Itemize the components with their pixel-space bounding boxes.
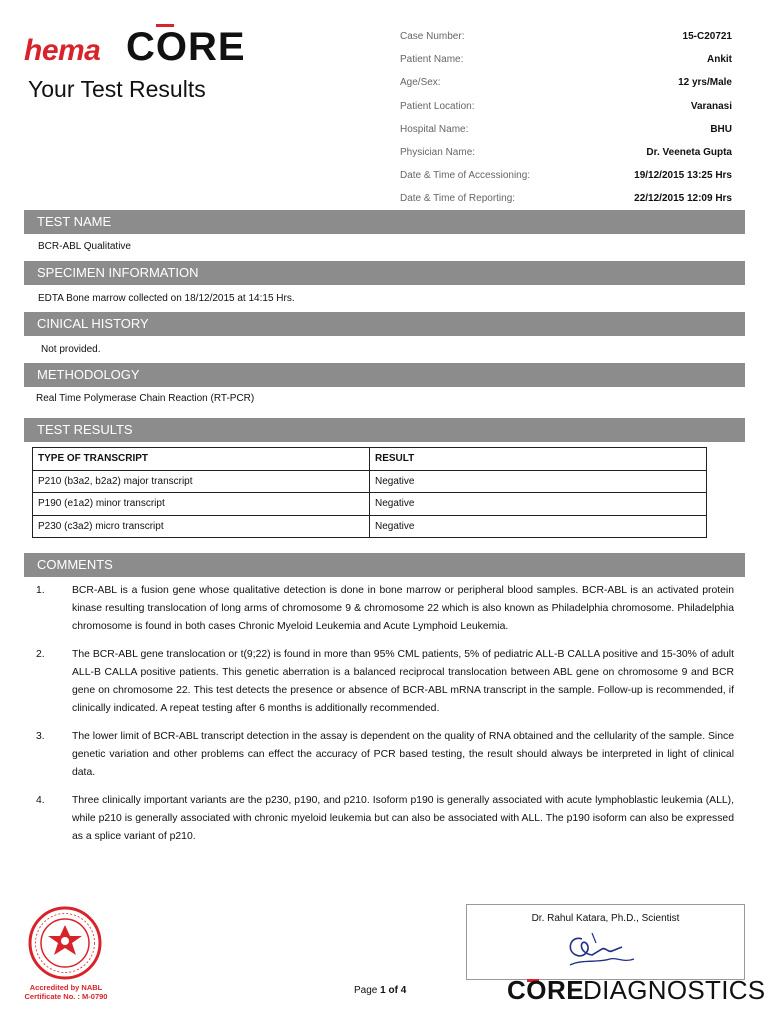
table-row bbox=[33, 493, 707, 516]
comment-text: BCR-ABL is a fusion gene whose qualitative detection is done in bone marrow or peripheral blood samples. BCR-ABL is an activated protein kinase resulting translocation of long arms of chromosome 9 & chromosome 22 which is also known as Philadelphia chromosome. Philadelphia chromosome is found in both cases Chronic Myeloid Leukemia and Acute Lymphoid Leukemia. bbox=[72, 585, 734, 632]
accreditation-line: Accredited by NABL bbox=[29, 983, 103, 992]
section-header-comments: COMMENTS bbox=[24, 553, 745, 577]
info-value: Varanasi bbox=[690, 100, 732, 112]
info-label: Date & Time of Accessioning: bbox=[400, 170, 531, 182]
table-cell-transcript: P190 (e1a2) minor transcript bbox=[33, 493, 370, 516]
table-header-row bbox=[33, 448, 707, 471]
brand-diagnostics-text: DIAGNOSTICS bbox=[583, 975, 766, 1005]
test-name-text: BCR-ABL Qualitative bbox=[38, 241, 131, 252]
certificate-line: Certificate No. : M-0790 bbox=[24, 992, 108, 1001]
info-row-reporting-time bbox=[400, 187, 732, 210]
table-cell-transcript: P230 (c3a2) micro transcript bbox=[33, 515, 370, 538]
section-header-methodology: METHODOLOGY bbox=[24, 363, 745, 387]
info-row-patient-name bbox=[400, 48, 732, 71]
specimen-text: EDTA Bone marrow collected on 18/12/2015 at 14:15 Hrs. bbox=[38, 293, 295, 304]
info-label: Patient Name: bbox=[400, 54, 464, 66]
section-header-clinical-history: CINICAL HISTORY bbox=[24, 312, 745, 336]
methodology-text: Real Time Polymerase Chain Reaction (RT-PCR) bbox=[36, 393, 255, 404]
info-value: Dr. Veeneta Gupta bbox=[646, 147, 732, 159]
hemacore-logo bbox=[24, 24, 264, 74]
info-label: Patient Location: bbox=[400, 100, 475, 112]
table-header-transcript: TYPE OF TRANSCRIPT bbox=[33, 448, 370, 471]
page-label: Page bbox=[354, 985, 378, 996]
table-row bbox=[33, 470, 707, 493]
signature-icon bbox=[562, 929, 642, 973]
signature-box bbox=[466, 904, 745, 980]
table-header-result: RESULT bbox=[370, 448, 707, 471]
patient-info bbox=[400, 25, 732, 211]
info-label: Date & Time of Reporting: bbox=[400, 193, 516, 205]
table-cell-result: Negative bbox=[370, 493, 707, 516]
section-header-test-results: TEST RESULTS bbox=[24, 418, 745, 442]
table-cell-result: Negative bbox=[370, 515, 707, 538]
results-table bbox=[32, 447, 707, 538]
list-item bbox=[36, 646, 734, 718]
comment-text: The lower limit of BCR-ABL transcript detection in the assay is dependent on the quality of RNA obtained and the cellularity of the sample. Since genetic variation and other problems can effect the accuracy of PCR based testing, the result should always be interpreted in light of clinical data. bbox=[72, 731, 734, 778]
info-row-case-number bbox=[400, 25, 732, 48]
info-label: Age/Sex: bbox=[400, 77, 441, 89]
logo-core-text: CORE bbox=[126, 25, 246, 69]
info-row-physician-name bbox=[400, 141, 732, 164]
info-label: Hospital Name: bbox=[400, 123, 469, 135]
info-value: 15-C20721 bbox=[682, 31, 732, 43]
logo-hema-text: hema bbox=[24, 34, 101, 67]
report-subtitle: Your Test Results bbox=[28, 76, 206, 102]
comment-text: Three clinically important variants are the p230, p190, and p210. Isoform p190 is generally associated with acute lymphoblastic leukemia (ALL), while p210 is generally associated with chronic myeloid leukemia but can also be associated with ALL. The p190 isoform can also be expressed as a splice variant of p210. bbox=[72, 795, 734, 842]
comment-number: 2. bbox=[36, 649, 45, 660]
info-value: Ankit bbox=[707, 54, 732, 66]
list-item bbox=[36, 728, 734, 782]
section-header-specimen: SPECIMEN INFORMATION bbox=[24, 261, 745, 285]
section-header-test-name: TEST NAME bbox=[24, 210, 745, 234]
info-label: Physician Name: bbox=[400, 147, 476, 159]
table-row bbox=[33, 515, 707, 538]
info-row-hospital-name bbox=[400, 118, 732, 141]
signatory-name: Dr. Rahul Katara, Ph.D., Scientist bbox=[531, 913, 680, 924]
info-value: 19/12/2015 13:25 Hrs bbox=[634, 170, 732, 182]
info-label: Case Number: bbox=[400, 31, 465, 43]
core-diagnostics-logo bbox=[507, 975, 766, 1011]
comment-number: 4. bbox=[36, 795, 45, 806]
comment-number: 3. bbox=[36, 731, 45, 742]
page-count: 1 of 4 bbox=[380, 985, 407, 996]
comments-list bbox=[36, 582, 734, 856]
list-item bbox=[36, 792, 734, 846]
table-cell-transcript: P210 (b3a2, b2a2) major transcript bbox=[33, 470, 370, 493]
list-item bbox=[36, 582, 734, 636]
comment-number: 1. bbox=[36, 585, 45, 596]
info-value: 12 yrs/Male bbox=[678, 77, 732, 89]
page-number bbox=[354, 985, 406, 996]
info-row-age-sex bbox=[400, 71, 732, 94]
comment-text: The BCR-ABL gene translocation or t(9;22) is found in more than 95% CML patients, 5% of pediatric ALL-B CALLA positive and 15-30% of adult ALL-B CALLA positive patients. This genetic aberration is a balanced reciprocal translocation between ABL gene on chromosome 9 and BCR gene on chromosome 22. This test detects the presence or absence of BCR-ABL mRNA transcript in the sample. Follow-up is recommended, if clinically indicated. A repeat testing after 6 months is additionally recommended. bbox=[72, 649, 734, 714]
table-cell-result: Negative bbox=[370, 470, 707, 493]
accreditation-caption bbox=[24, 983, 108, 1001]
clinical-history-text: Not provided. bbox=[41, 344, 101, 355]
info-row-patient-location bbox=[400, 95, 732, 118]
info-value: 22/12/2015 12:09 Hrs bbox=[634, 193, 732, 205]
info-row-accessioning-time bbox=[400, 164, 732, 187]
brand-core-text: CORE bbox=[507, 975, 585, 1005]
info-value: BHU bbox=[710, 123, 732, 135]
